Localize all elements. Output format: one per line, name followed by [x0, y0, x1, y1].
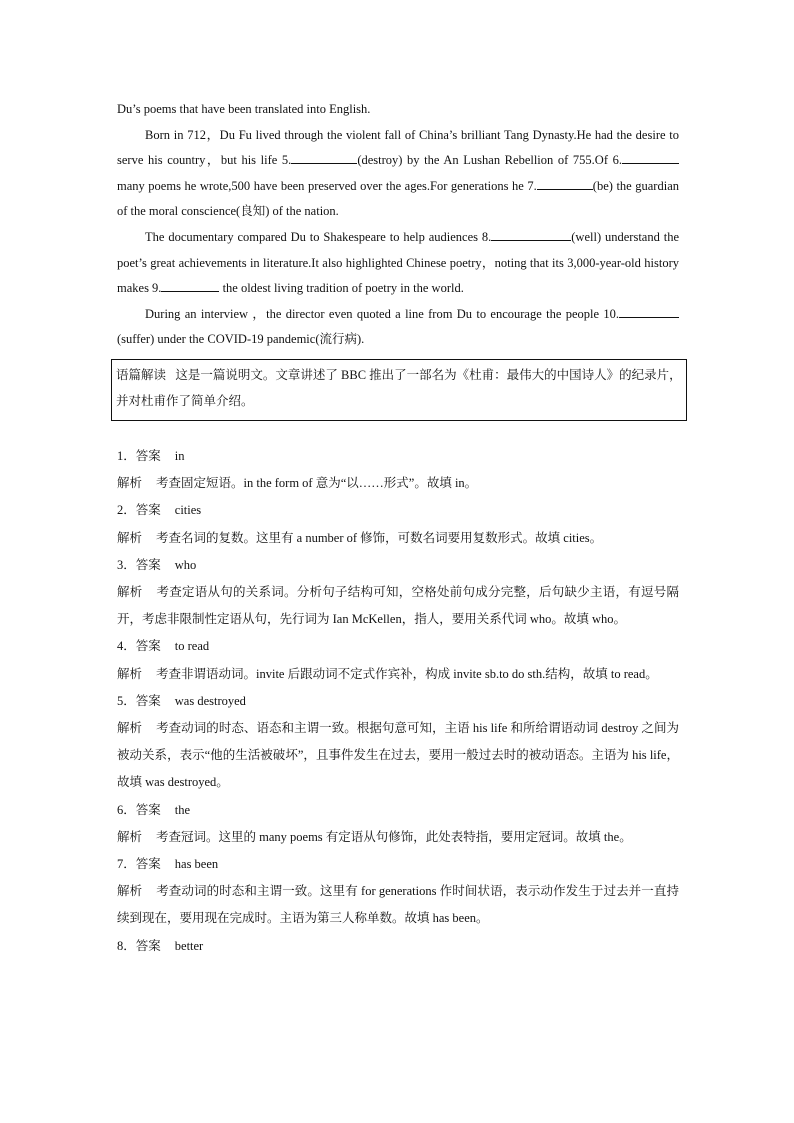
- analysis-label: 解析: [117, 720, 143, 735]
- passage-paragraph-1: [117, 123, 679, 225]
- passage-paragraph-3: [117, 302, 679, 353]
- document-page: [116, 97, 682, 960]
- answer-value: in: [174, 448, 185, 463]
- analysis-text: 考查冠词。这里的 many poems 有定语从句修饰，此处表特指，要用定冠词。故填 the。: [156, 829, 632, 844]
- answer-number: 6．答案: [117, 802, 161, 817]
- answer-number: 2．答案: [117, 503, 161, 518]
- answer-item: [117, 688, 679, 797]
- passage-text: (destroy) by the An Lushan Rebellion of 755.Of 6.: [357, 153, 622, 168]
- passage-text: (be) the guardian of the moral conscience(良知) of the nation.: [117, 178, 679, 219]
- passage-text: Born in 712，Du Fu lived through the violent fall of China’s brilliant Tang Dynasty.He had the desire to serve his country，but his life 5.: [117, 127, 679, 168]
- summary-label: 语篇解读: [116, 367, 167, 382]
- analysis-text: 考查动词的时态、语态和主谓一致。根据句意可知，主语 his life 和所给谓语动词 destroy 之间为被动关系，表示“他的生活被破坏”，且事件发生在过去，要用一般过去时的被动语态。主语为 his life，故填 was destroyed。: [117, 720, 679, 790]
- answer-value: cities: [174, 503, 202, 518]
- answer-number: 5．答案: [117, 693, 161, 708]
- analysis-label: 解析: [117, 666, 143, 681]
- answer-value: the: [174, 802, 191, 817]
- answer-item: [117, 497, 679, 551]
- blank-7[interactable]: [537, 177, 593, 190]
- answer-item: [117, 797, 679, 851]
- passage-text: the oldest living tradition of poetry in the world.: [219, 281, 464, 296]
- answer-item: [117, 633, 679, 687]
- analysis-text: 考查非谓语动词。invite 后跟动词不定式作宾补，构成 invite sb.to do sth.结构，故填 to read。: [156, 666, 658, 681]
- blank-6[interactable]: [622, 151, 679, 164]
- blank-9[interactable]: [161, 279, 219, 292]
- answer-value: has been: [174, 856, 219, 871]
- analysis-text: 考查动词的时态和主谓一致。这里有 for generations 作时间状语，表示动作发生于过去并一直持续到现在，要用现在完成时。主语为第三人称单数。故填 has been。: [117, 884, 679, 926]
- analysis-label: 解析: [117, 530, 143, 545]
- answer-item: [117, 443, 679, 497]
- passage-text: (well) understand the poet’s great achievements in literature.It also highlighted Chinese poetry，noting that its 3,000-year-old history makes 9.: [117, 229, 679, 296]
- analysis-label: 解析: [117, 884, 143, 899]
- passage-text: The documentary compared Du to Shakespeare to help audiences 8.: [145, 229, 492, 244]
- answer-number: 3．答案: [117, 557, 161, 572]
- passage-line: Du’s poems that have been translated into English.: [117, 102, 371, 116]
- answer-number: 4．答案: [117, 639, 161, 654]
- blank-5[interactable]: [291, 151, 357, 164]
- passage-text: (suffer) under the COVID-19 pandemic(流行病).: [117, 332, 365, 347]
- answer-number: 7．答案: [117, 856, 161, 871]
- summary-text: 这是一篇说明文。文章讲述了 BBC 推出了一部名为《杜甫：最伟大的中国诗人》的纪录片，并对杜甫作了简单介绍。: [116, 367, 682, 408]
- answer-value: who: [174, 557, 197, 572]
- summary-box: [111, 359, 687, 421]
- answer-list: [117, 443, 679, 960]
- analysis-text: 考查固定短语。in the form of 意为“以……形式”。故填 in。: [156, 476, 478, 491]
- analysis-label: 解析: [117, 584, 143, 599]
- passage-paragraph-2: [117, 225, 679, 302]
- answer-item: [117, 552, 679, 634]
- answer-value: to read: [174, 639, 210, 654]
- answer-number: 8．答案: [117, 938, 161, 953]
- blank-10[interactable]: [619, 305, 679, 318]
- answer-value: better: [174, 938, 204, 953]
- analysis-label: 解析: [117, 829, 143, 844]
- answer-number: 1．答案: [117, 448, 161, 463]
- analysis-label: 解析: [117, 476, 143, 491]
- passage-text: many poems he wrote,500 have been preserved over the ages.For generations he 7.: [117, 178, 537, 193]
- analysis-text: 考查定语从句的关系词。分析句子结构可知，空格处前句成分完整，后句缺少主语，有逗号隔开，考虑非限制性定语从句，先行词为 Ian McKellen，指人，要用关系代词 who。故填 who。: [117, 584, 679, 627]
- analysis-text: 考查名词的复数。这里有 a number of 修饰，可数名词要用复数形式。故填 cities。: [156, 530, 603, 545]
- blank-8[interactable]: [491, 228, 571, 241]
- answer-value: was destroyed: [174, 693, 246, 708]
- answer-item: [117, 851, 679, 933]
- passage-text: During an interview ，the director even quoted a line from Du to encourage the people 10.: [145, 306, 619, 321]
- answer-item: [117, 933, 679, 960]
